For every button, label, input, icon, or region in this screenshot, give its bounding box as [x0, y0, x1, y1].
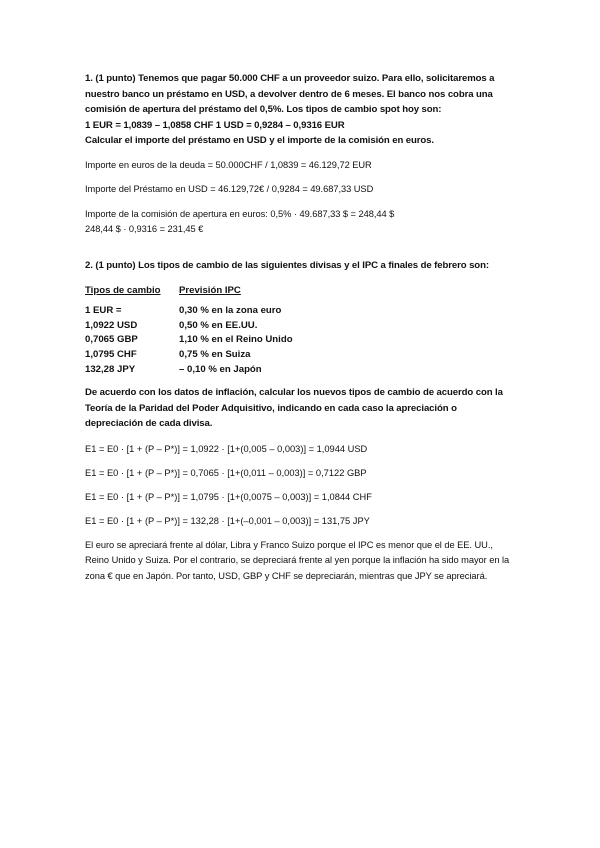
question-1	[85, 71, 517, 238]
table-cell: 0,50 % en EE.UU.	[179, 319, 258, 331]
amount-text: 50.000 CHF	[228, 73, 280, 84]
table-row	[85, 348, 517, 363]
spot-rates: 1 EUR = 1,0839 – 1,0858 CHF 1 USD = 0,9284 – 0,9316 EUR	[85, 119, 345, 131]
table-cell: 1 EUR =	[85, 305, 122, 317]
calculation-line: E1 = E0 · [1 + (P – P*)] = 1,0795 · [1+(0,0075 – 0,003)] = 1,0844 CHF	[85, 491, 372, 502]
table-cell: 1,0922 USD	[85, 319, 138, 331]
table-cell: 132,28 JPY	[85, 363, 136, 375]
question-number: 2.	[85, 260, 93, 271]
table-cell: 0,7065 GBP	[85, 334, 138, 346]
table-row	[85, 363, 517, 378]
table-row	[85, 333, 517, 348]
answer-line: Importe de la comisión de apertura en euros: 0,5% · 49.687,33 $ = 248,44 $	[85, 208, 395, 219]
question-points: (1 punto)	[95, 260, 136, 271]
column-header: Tipos de cambio	[85, 284, 161, 296]
question-1-statement	[85, 71, 517, 118]
table-row	[85, 304, 517, 319]
question-2-statement	[85, 258, 517, 274]
table-cell: 0,75 % en Suiza	[179, 348, 251, 360]
table-header	[85, 284, 517, 299]
question-number: 1.	[85, 73, 93, 84]
calculation-line: E1 = E0 · [1 + (P – P*)] = 0,7065 · [1+(0,011 – 0,003)] = 0,7122 GBP	[85, 467, 367, 478]
statement-text: Los tipos de cambio de las siguientes divisas y el IPC a finales de febrero son:	[138, 260, 489, 271]
calculation-line: E1 = E0 · [1 + (P – P*)] = 1,0922 · [1+(0,005 – 0,003)] = 1,0944 USD	[85, 443, 368, 454]
statement-text: a un proveedor suizo. Para ello, solicitaremos a nuestro banco un préstamo en USD, a devolver dentro de 6 meses. El banco nos cobra una comisión de apertura del préstamo del 0,5%. Los tipos de cambio spot hoy son:	[85, 73, 495, 116]
table-cell: 1,0795 CHF	[85, 348, 137, 360]
answer-line: Importe del Préstamo en USD = 46.129,72€ / 0,9284 = 49.687,33 USD	[85, 184, 374, 195]
table-row	[85, 319, 517, 334]
table-cell: 1,10 % en el Reino Unido	[179, 334, 293, 346]
table-cell: – 0,10 % en Japón	[179, 363, 262, 375]
column-header: Previsión IPC	[179, 284, 241, 296]
answer-line: Importe en euros de la deuda = 50.000CHF / 1,0839 = 46.129,72 EUR	[85, 159, 372, 170]
question-1-task: Calcular el importe del préstamo en USD y el importe de la comisión en euros.	[85, 135, 434, 147]
question-2	[85, 258, 517, 584]
statement-text: Tenemos que pagar	[138, 73, 227, 84]
table-cell: 0,30 % en la zona euro	[179, 305, 282, 317]
conclusion-paragraph: El euro se apreciará frente al dólar, Libra y Franco Suizo porque el IPC es menor que el de EE. UU., Reino Unido y Suiza. Por el contrario, se depreciará frente al yen porque la inflación ha sido mayor en la zona € que en Japón. Por tanto, USD, GBP y CHF se depreciarán, mientras que JPY se apreciará.	[85, 539, 510, 581]
answer-line: 248,44 $ · 0,9316 = 231,45 €	[85, 224, 204, 235]
rates-table	[85, 284, 517, 378]
calculation-line: E1 = E0 · [1 + (P – P*)] = 132,28 · [1+(–0,001 – 0,003)] = 131,75 JPY	[85, 515, 370, 526]
question-2-task: De acuerdo con los datos de inflación, calcular los nuevos tipos de cambio de acuerdo con la Teoría de la Paridad del Poder Adquisitivo, indicando en cada caso la apreciación o depreciación de cada divisa.	[85, 387, 503, 430]
question-points: (1 punto)	[95, 73, 136, 84]
